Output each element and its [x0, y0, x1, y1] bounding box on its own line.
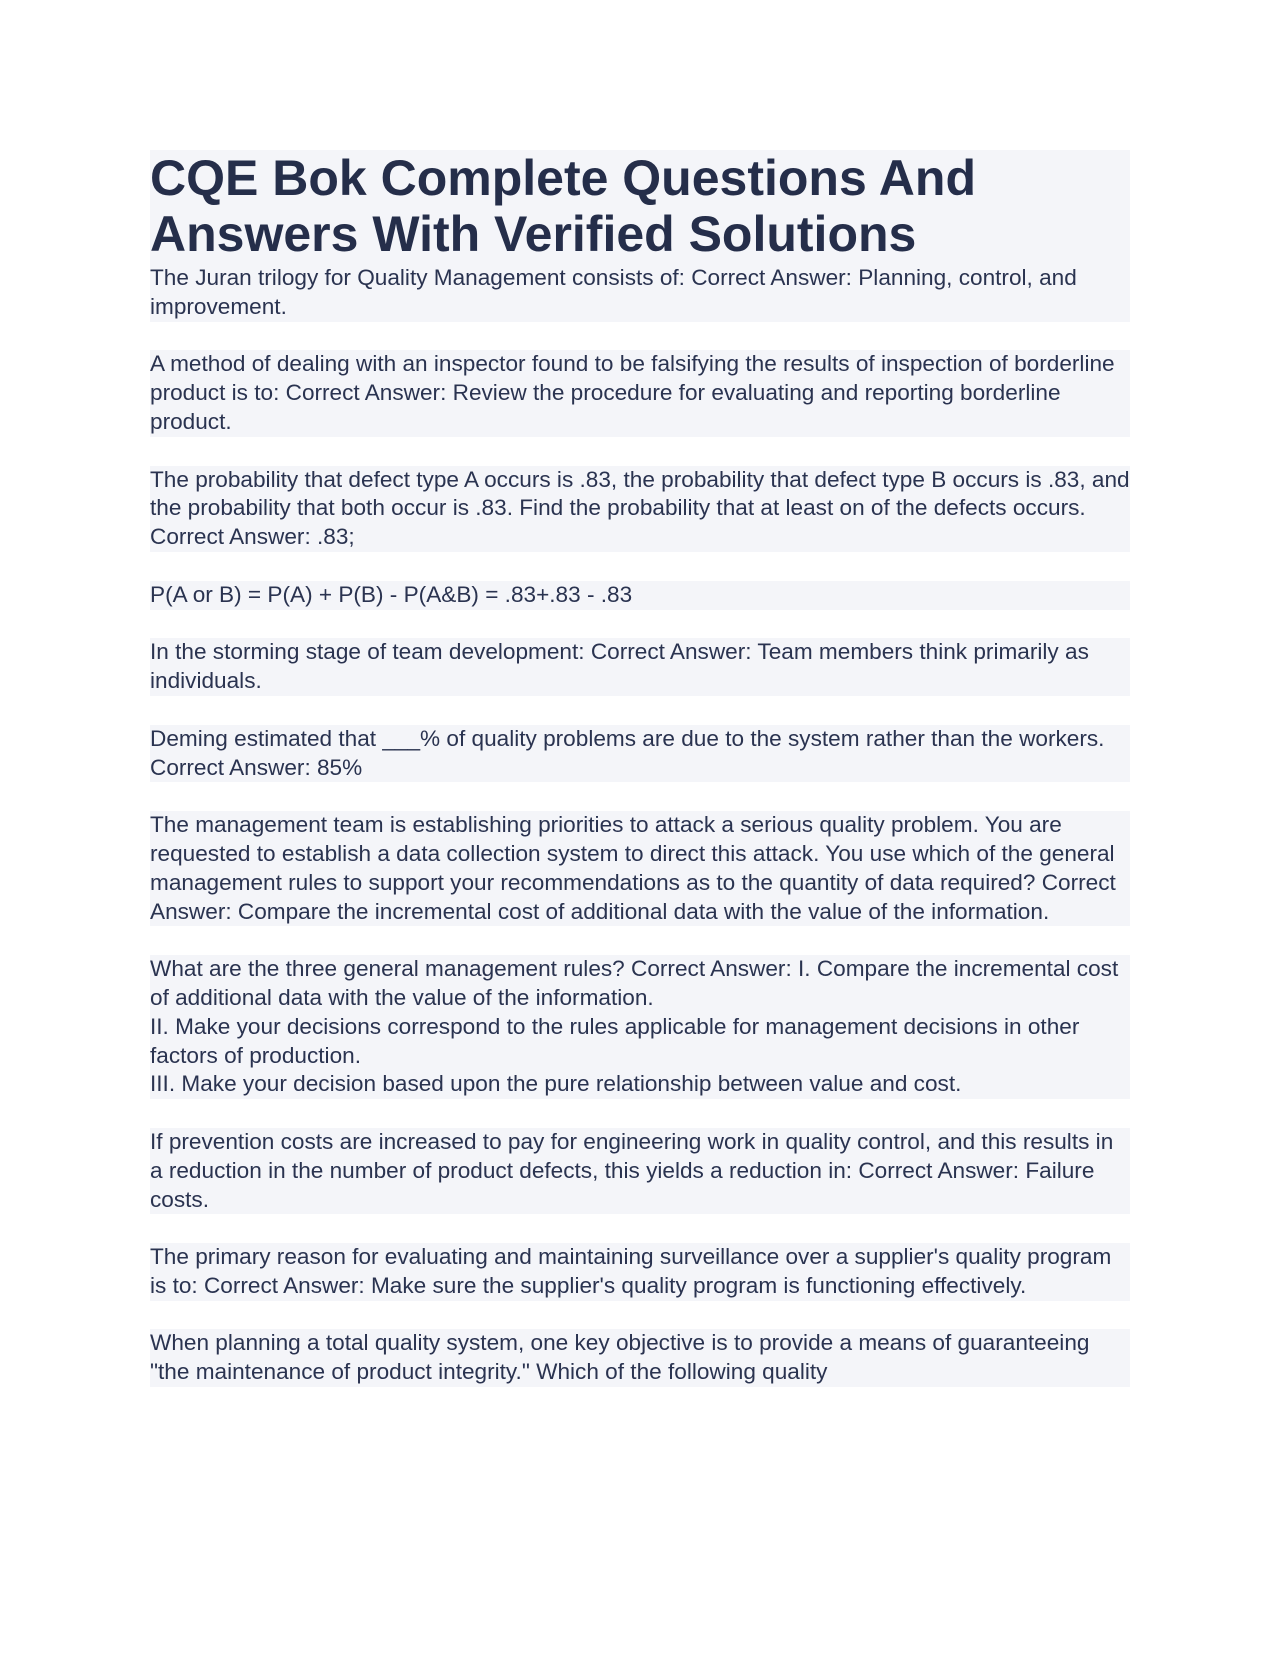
paragraph-line: Deming estimated that ___% of quality problems are due to the system rather than the workers. Correct Answer: 85% — [150, 725, 1130, 783]
paragraph-line: In the storming stage of team development: Correct Answer: Team members think primarily as individuals. — [150, 638, 1130, 696]
paragraph — [150, 1243, 1130, 1301]
paragraph — [150, 955, 1130, 1099]
document-page — [150, 150, 1130, 1387]
paragraph — [150, 466, 1130, 552]
paragraph — [150, 350, 1130, 436]
document-body — [150, 264, 1130, 1387]
paragraph — [150, 638, 1130, 696]
paragraph — [150, 1128, 1130, 1214]
paragraph-line: The probability that defect type A occurs is .83, the probability that defect type B occurs is .83, and the probability that both occur is .83. Find the probability that at least on of the defects occurs. Correct Answer: .83; — [150, 466, 1130, 552]
paragraph-line: If prevention costs are increased to pay for engineering work in quality control, and this results in a reduction in the number of product defects, this yields a reduction in: Correct Answer: Failure costs. — [150, 1128, 1130, 1214]
paragraph — [150, 1329, 1130, 1387]
paragraph-line: What are the three general management rules? Correct Answer: I. Compare the incremental cost of additional data with the value of the information. — [150, 955, 1130, 1013]
paragraph — [150, 811, 1130, 926]
paragraph-line: The management team is establishing priorities to attack a serious quality problem. You are requested to establish a data collection system to direct this attack. You use which of the general management rules to support your recommendations as to the quantity of data required? Correct Answer: Compare the incremental cost of additional data with the value of the information. — [150, 811, 1130, 926]
paragraph — [150, 264, 1130, 322]
paragraph-line: A method of dealing with an inspector found to be falsifying the results of inspection of borderline product is to: Correct Answer: Review the procedure for evaluating and reporting borderline product. — [150, 350, 1130, 436]
paragraph-line: II. Make your decisions correspond to the rules applicable for management decisions in other factors of production. — [150, 1013, 1130, 1071]
paragraph — [150, 725, 1130, 783]
paragraph-line: P(A or B) = P(A) + P(B) - P(A&B) = .83+.83 - .83 — [150, 581, 1130, 610]
paragraph-line: III. Make your decision based upon the pure relationship between value and cost. — [150, 1070, 1130, 1099]
paragraph-line: The Juran trilogy for Quality Management consists of: Correct Answer: Planning, control, and improvement. — [150, 264, 1130, 322]
paragraph — [150, 581, 1130, 610]
paragraph-line: When planning a total quality system, one key objective is to provide a means of guaranteeing "the maintenance of product integrity." Which of the following quality — [150, 1329, 1130, 1387]
document-title: CQE Bok Complete Questions And Answers With Verified Solutions — [150, 150, 1130, 264]
paragraph-line: The primary reason for evaluating and maintaining surveillance over a supplier's quality program is to: Correct Answer: Make sure the supplier's quality program is functioning effectively. — [150, 1243, 1130, 1301]
